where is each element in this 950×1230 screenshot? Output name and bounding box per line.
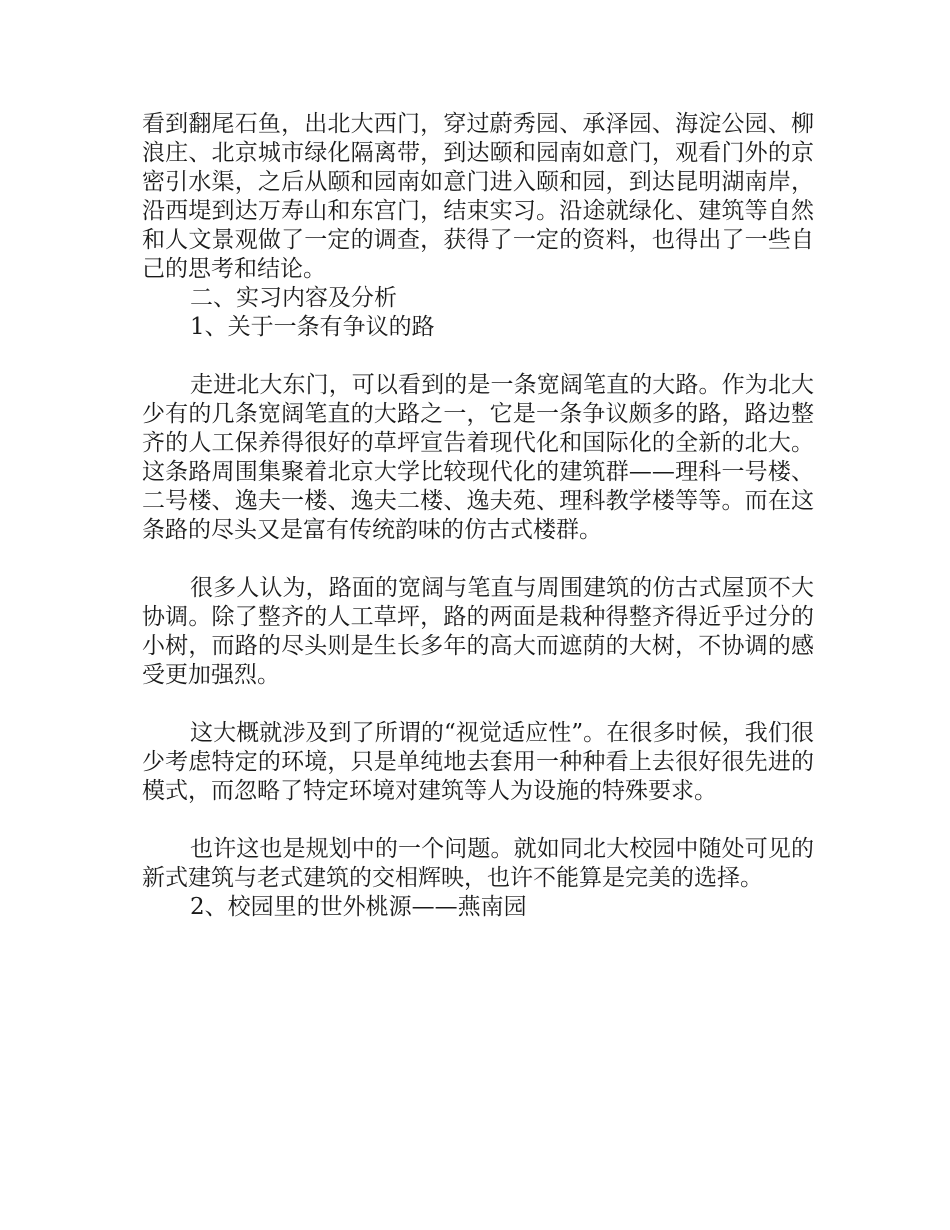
- paragraph-planning-issue: 也许这也是规划中的一个问题。就如同北大校园中随处可见的新式建筑与老式建筑的交相辉映，也许不能算是完美的选择。: [142, 836, 814, 891]
- paragraph-road-intro: 走进北大东门，可以看到的是一条宽阔笔直的大路。作为北大少有的几条宽阔笔直的大路之一，它是一条争议颇多的路，路边整齐的人工保养得很好的草坪宣告着现代化和国际化的全新的北大。这条路周围集聚着北京大学比较现代化的建筑群——理科一号楼、二号楼、逸夫一楼、逸夫二楼、逸夫苑、理科教学楼等等。而在这条路的尽头又是富有传统韵味的仿古式楼群。: [142, 372, 814, 543]
- paragraph-road-opinion: 很多人认为，路面的宽阔与笔直与周围建筑的仿古式屋顶不大协调。除了整齐的人工草坪，路的两面是栽种得整齐得近乎过分的小树，而路的尽头则是生长多年的高大而遮荫的大树，不协调的感受更加强烈。: [142, 575, 814, 688]
- paragraph-visual-adaptability: 这大概就涉及到了所谓的“视觉适应性”。在很多时候，我们很少考虑特定的环境，只是单纯地去套用一种种看上去很好很先进的模式，而忽略了特定环境对建筑等人为设施的特殊要求。: [142, 720, 814, 804]
- subsection-heading-1: 1、关于一条有争议的路: [190, 314, 435, 340]
- paragraph-continuation: 看到翻尾石鱼，出北大西门，穿过蔚秀园、承泽园、海淀公园、柳浪庄、北京城市绿化隔离带，到达颐和园南如意门，观看门外的京密引水渠，之后从颐和园南如意门进入颐和园，到达昆明湖南岸，沿西堤到达万寿山和东宫门，结束实习。沿途就绿化、建筑等自然和人文景观做了一定的调查，获得了一定的资料，也得出了一些自己的思考和结论。: [142, 111, 814, 282]
- section-heading-2: 二、实习内容及分析: [190, 285, 397, 311]
- document-body: [142, 110, 814, 922]
- subsection-heading-2: 2、校园里的世外桃源——燕南园: [190, 894, 527, 920]
